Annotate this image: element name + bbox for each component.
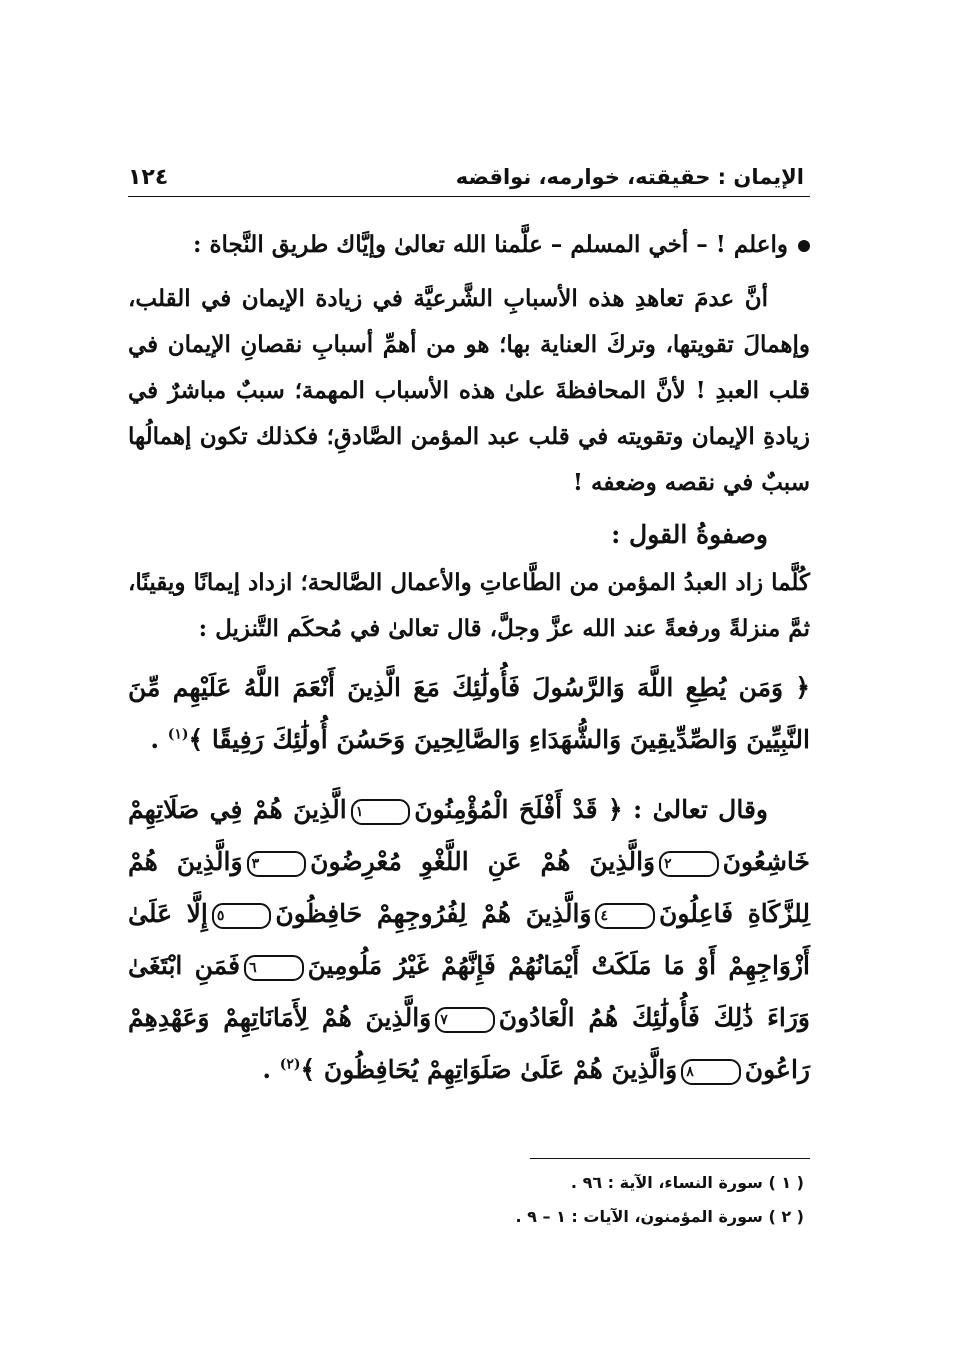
verse-number-marker: ٢ — [659, 851, 719, 877]
quran-verse-1-end: . — [150, 725, 168, 754]
ayah-segment: وَالَّذِينَ هُمْ لِأَمَانَاتِهِمْ وَعَهْدِهِمْ رَاعُونَ — [128, 1003, 810, 1084]
footnote-1: ( ١ ) سورة النساء، الآية : ٩٦ . — [570, 1173, 804, 1192]
quran-verse-2-end: . — [262, 1055, 280, 1084]
ayah-segment: إِلَّا عَلَىٰ أَزْوَاجِهِمْ أَوْ مَا مَلَكَتْ أَيْمَانُهُمْ فَإِنَّهُمْ غَيْرُ مَلُومِينَ — [128, 899, 810, 980]
footnote-2: ( ٢ ) سورة المؤمنون، الآيات : ١ – ٩ . — [515, 1207, 804, 1226]
quran-verse-1 — [128, 662, 810, 766]
quran-verse-2 — [128, 784, 810, 1096]
verse-number-marker: ٣ — [247, 851, 307, 877]
verse-number-marker: ٧ — [435, 1007, 495, 1033]
main-text — [128, 222, 810, 1096]
intro-text: واعلم ! – أخي المسلم – علَّمنا الله تعالىٰ وإيَّاك طريق النَّجاة : — [192, 231, 788, 258]
footnotes — [128, 1166, 810, 1234]
footnote-ref-2: (٢) — [279, 1056, 301, 1073]
paragraph-2: كُلَّما زاد العبدُ المؤمن من الطَّاعاتِ والأعمال الصَّالحة؛ ازداد إيمانًا ويقينًا، ثمَّ منزلةً ورفعةً عند الله عزَّ وجلَّ، قال تعالىٰ في مُحكَم التَّنزيل : — [128, 569, 810, 642]
paragraph-1: أنَّ عدمَ تعاهدِ هذه الأسبابِ الشَّرعيَّة في زيادة الإيمان في القلب، وإهمالَ تقويتها، وتركَ العناية بها؛ هو من أهمِّ أسبابِ نقصانِ الإيمان في قلب العبدِ ! لأنَّ المحافظةَ علىٰ هذه الأسباب المهمة؛ سببٌ مباشرٌ في زيادةِ الإيمان وتقويته في قلب عبد المؤمن الصَّادقِ؛ فكذلك تكون إهمالُها سببٌ في نقصه وضعفه ! — [128, 285, 810, 496]
ayah-segment-last: وَالَّذِينَ هُمْ عَلَىٰ صَلَوَاتِهِمْ يُحَافِظُونَ ﴾ — [300, 1055, 678, 1084]
quran-verse-1-text: ﴿ وَمَن يُطِعِ اللَّهَ وَالرَّسُولَ فَأُولَٰئِكَ مَعَ الَّذِينَ أَنْعَمَ اللَّهُ عَلَيْهِم مِّنَ النَّبِيِّينَ وَالصِّدِّيقِينَ وَالشُّهَدَاءِ وَالصَّالِحِينَ وَحَسُنَ أُولَٰئِكَ رَفِيقًا ﴾ — [128, 673, 810, 754]
ayah-segment: وَالَّذِينَ هُمْ لِلزَّكَاةِ فَاعِلُونَ — [128, 847, 811, 928]
ayah-segment: وَالَّذِينَ هُمْ عَنِ اللَّغْوِ مُعْرِضُونَ — [310, 847, 656, 876]
ayah-segment: قَدْ أَفْلَحَ الْمُؤْمِنُونَ — [414, 795, 598, 824]
footnote-ref-1: (١) — [167, 726, 189, 743]
section-heading: وصفوةُ القول : — [611, 520, 768, 549]
verse-number-marker: ٥ — [212, 903, 272, 929]
page-number: ١٢٤ — [128, 164, 169, 190]
verse-number-marker: ١ — [351, 799, 411, 825]
ayah-segment: الَّذِينَ هُمْ فِي صَلَاتِهِمْ خَاشِعُونَ — [128, 795, 810, 876]
footnote-rule — [530, 1158, 810, 1159]
bullet-icon — [798, 240, 810, 252]
verse-number-marker: ٦ — [244, 955, 304, 981]
intro-line — [128, 222, 810, 268]
ayah-segment: وَالَّذِينَ هُمْ لِفُرُوجِهِمْ حَافِظُونَ — [275, 899, 592, 928]
page-header — [128, 160, 804, 194]
header-rule — [128, 196, 810, 197]
ayah-segment: فَمَنِ ابْتَغَىٰ وَرَاءَ ذَٰلِكَ فَأُولَٰئِكَ هُمُ الْعَادُونَ — [128, 951, 810, 1032]
quran-verse-2-intro: وقال تعالىٰ : ﴿ — [597, 795, 768, 824]
verse-number-marker: ٤ — [595, 903, 655, 929]
verse-number-marker: ٨ — [681, 1059, 741, 1085]
running-title: الإيمان : حقيقته، خوارمه، نواقضه — [455, 165, 804, 189]
